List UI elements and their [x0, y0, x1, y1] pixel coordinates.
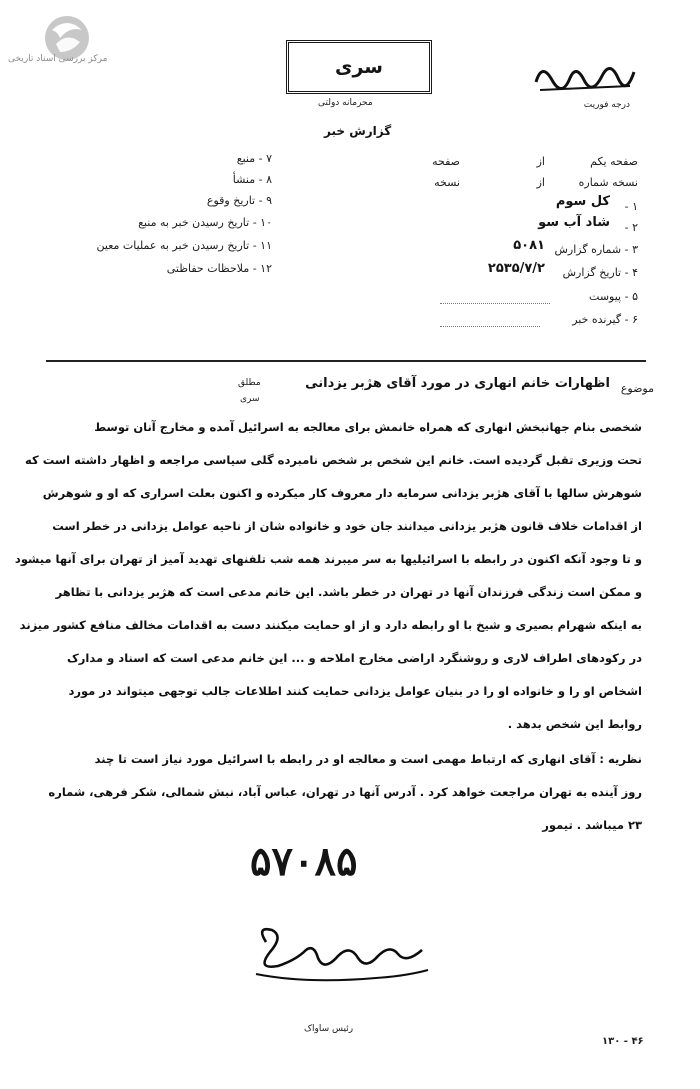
body-line: به اینکه شهرام بصیری و شیخ با او رابطه دارد و از او حمایت میکنند دست به اقدامات مخالف منافع کشور میزند [19, 618, 642, 632]
subject-label: موضوع [620, 382, 654, 395]
field-2-label: ۲ - [624, 221, 638, 234]
signature-icon [226, 922, 436, 992]
watermark-text: مرکز بررسی اسناد تاریخی [8, 54, 108, 64]
body-line: و تا وجود آنکه اکنون در رابطه با اسرائیلیها به سر میبرند همه شب تلفنهای تهدید آمیز از تهران برای آنها میشود [14, 552, 642, 566]
field-11-label: ۱۱ - تاریخ رسیدن خبر به عملیات معین [96, 239, 272, 252]
body-line: اشخاص او را و خانواده او را در بنیان عوامل یزدانی حمایت کنند اطلاعات جالب توجهی میتواند در مورد [68, 684, 642, 698]
subject-text: اظهارات خانم انهاری در مورد آقای هژبر یزدانی [305, 376, 610, 391]
handwritten-header-mark-icon [530, 52, 638, 104]
field-1-label: ۱ - [624, 200, 638, 213]
body-line: در رکودهای اطراف لاری و روشنگرد اراضی مخارج املاحه و ... این خانم مدعی است که اسناد و مدارک [67, 651, 642, 665]
body-line: تحت وزیری تقبل گردیده است. خانم این شخص بر شخص نامبرده گلی سیاسی مراجعه و اظهار داشته است که [25, 453, 642, 467]
field-2-value: شاد آب سو [538, 215, 610, 230]
copy-count-copies: نسخه [434, 176, 460, 189]
field-8-label: ۸ - منشأ [232, 173, 272, 186]
page-count-label: صفحه یکم [590, 155, 638, 168]
body-line: و ممکن است زندگی فرزندان آنها در تهران در خطر باشد. این خانم مدعی است که هژبر یزدانی با تظاهر [55, 585, 642, 599]
field-4-value: ۲۵۳۵/۷/۲ [487, 261, 545, 276]
body-line: شوهرش سالها با آقای هژبر یزدانی سرمایه دار معروف کار میکرده و اکنون بعلت اسراری که او و شوهرش [42, 486, 642, 500]
field-12-label: ۱۲ - ملاحظات حفاظتی [166, 262, 272, 275]
handwritten-number: ۵۷۰۸۵ [250, 838, 358, 885]
note-line: ۲۳ میباشد . تیمور [542, 818, 642, 832]
page-count-pages: صفحه [432, 155, 460, 168]
archive-center-logo-icon [30, 8, 104, 82]
copy-count-of: از [536, 176, 545, 189]
body-line: از اقدامات خلاف قانون هژبر یزدانی میدانند جان خود و خانواده شان از ناحیه عوامل یزدانی در خطر است [52, 519, 642, 533]
classification-sub: محرمانه دولتی [318, 98, 373, 108]
field-5-label: ۵ - پیوست [589, 290, 638, 303]
field-4-label: ۴ - تاریخ گزارش [562, 266, 638, 279]
note-line: روز آینده به تهران مراجعت خواهد کرد . آدرس آنها در تهران، عباس آباد، نبش شمالی، شکر فرهی، شماره [48, 785, 642, 799]
signature-caption: رئیس ساواک [304, 1024, 354, 1034]
field-6-label: ۶ - گیرنده خبر [572, 313, 638, 326]
subject-stamp-bottom: سری [240, 394, 260, 404]
field-6-dots [440, 325, 540, 327]
report-title: گزارش خبر [324, 124, 392, 138]
field-1-value: کل سوم [555, 194, 610, 209]
page-code: ۴۶ - ۱۳۰ [602, 1036, 644, 1047]
note-line: نظریه : آقای انهاری که ارتباط مهمی است و معالجه او در رابطه با اسرائیل مورد نیاز است تا چند [94, 752, 642, 766]
classification-text: سری [335, 56, 383, 78]
field-9-label: ۹ - تاریخ وقوع [206, 194, 272, 207]
classification-stamp [286, 40, 432, 94]
field-7-label: ۷ - منبع [236, 152, 272, 165]
subject-stamp-top: مطلق [238, 378, 261, 388]
header-sub-label: درجه فوریت [583, 100, 630, 110]
field-3-label: ۳ - شماره گزارش [554, 243, 638, 256]
body-line: روابط این شخص بدهد . [507, 717, 642, 731]
field-5-dots [440, 302, 550, 304]
page-count-of: از [536, 155, 545, 168]
body-line: شخصی بنام جهانبخش انهاری که همراه خانمش برای معالجه به اسرائیل آمده و مخارج آنان توسط [94, 420, 642, 434]
copy-count-label: نسخه شماره [578, 176, 638, 189]
field-10-label: ۱۰ - تاریخ رسیدن خبر به منبع [138, 216, 272, 229]
field-3-value: ۵۰۸۱ [513, 238, 545, 253]
section-divider [46, 360, 646, 362]
